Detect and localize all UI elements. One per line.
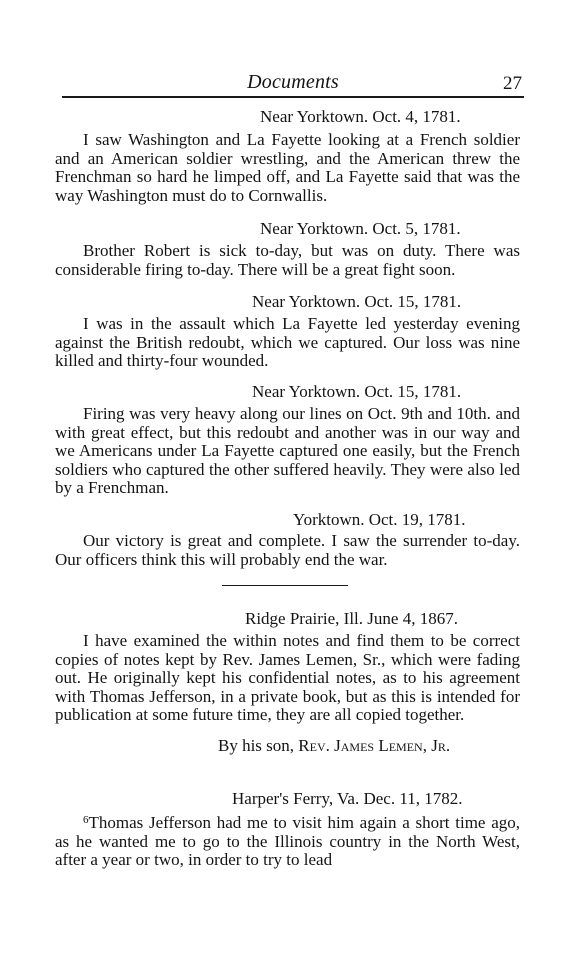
entry-paragraph: [55, 315, 520, 371]
entry-text: Firing was very heavy along our lines on Oct. 9th and 10th. and with great effect, but this redoubt and another was in our way and we Americans under La Fayette captured one easily, but the French soldiers who captured the other suffered heavily. They were also led by a Frenchman.: [55, 404, 520, 498]
entry-dateline: Near Yorktown. Oct. 15, 1781.: [252, 292, 462, 311]
signature-prefix: By his son,: [218, 736, 299, 755]
running-title: Documents: [247, 71, 339, 93]
certification-text: I have examined the within notes and find them to be correct copies of notes kept by Rev. James Lemen, Sr., which were fading out. He originally kept his confidential notes, as to his agreement with Thomas Jefferson, in a private book, but as this is intended for publication at some future time, they are all copied together.: [55, 631, 520, 725]
entry-paragraph: [55, 131, 520, 205]
entry-text: Our victory is great and complete. I saw the surrender to-day. Our officers think this will probably end the war.: [55, 531, 520, 569]
entry-dateline: Yorktown. Oct. 19, 1781.: [293, 510, 466, 529]
entry-dateline: Harper's Ferry, Va. Dec. 11, 1782.: [232, 789, 463, 808]
signature-name: Rev. James Lemen, Jr.: [298, 736, 451, 755]
footnote-marker: 6: [83, 814, 89, 826]
entry-paragraph: [55, 242, 520, 279]
running-head: [62, 70, 524, 98]
certification-paragraph: [55, 632, 520, 725]
entry-dateline: Near Yorktown. Oct. 5, 1781.: [260, 219, 461, 238]
entry-paragraph: [55, 532, 520, 569]
entry-paragraph: [55, 811, 520, 870]
entry-dateline: Near Yorktown. Oct. 4, 1781.: [260, 107, 461, 126]
entry-text: I was in the assault which La Fayette led yesterday evening against the British redoubt, which we captured. Our loss was nine killed and thirty-four wounded.: [55, 314, 520, 371]
entry-text: Brother Robert is sick to-day, but was on duty. There was considerable firing to-day. There will be a great fight soon.: [55, 241, 520, 279]
page-number: 27: [503, 73, 522, 94]
entry-paragraph: [55, 405, 520, 498]
signature: [218, 736, 450, 756]
section-divider: [222, 585, 348, 586]
entry-text: Thomas Jefferson had me to visit him again a short time ago, as he wanted me to go to the Illinois country in the North West, after a year or two, in order to try to lead: [55, 813, 520, 870]
entry-dateline: Near Yorktown. Oct. 15, 1781.: [252, 382, 462, 401]
certification-dateline: Ridge Prairie, Ill. June 4, 1867.: [245, 609, 458, 628]
entry-text: I saw Washington and La Fayette looking at a French soldier and an American soldier wrestling, and the American threw the Frenchman so hard he limped off, and La Fayette said that was the way Washington must do to Cornwallis.: [55, 130, 520, 205]
